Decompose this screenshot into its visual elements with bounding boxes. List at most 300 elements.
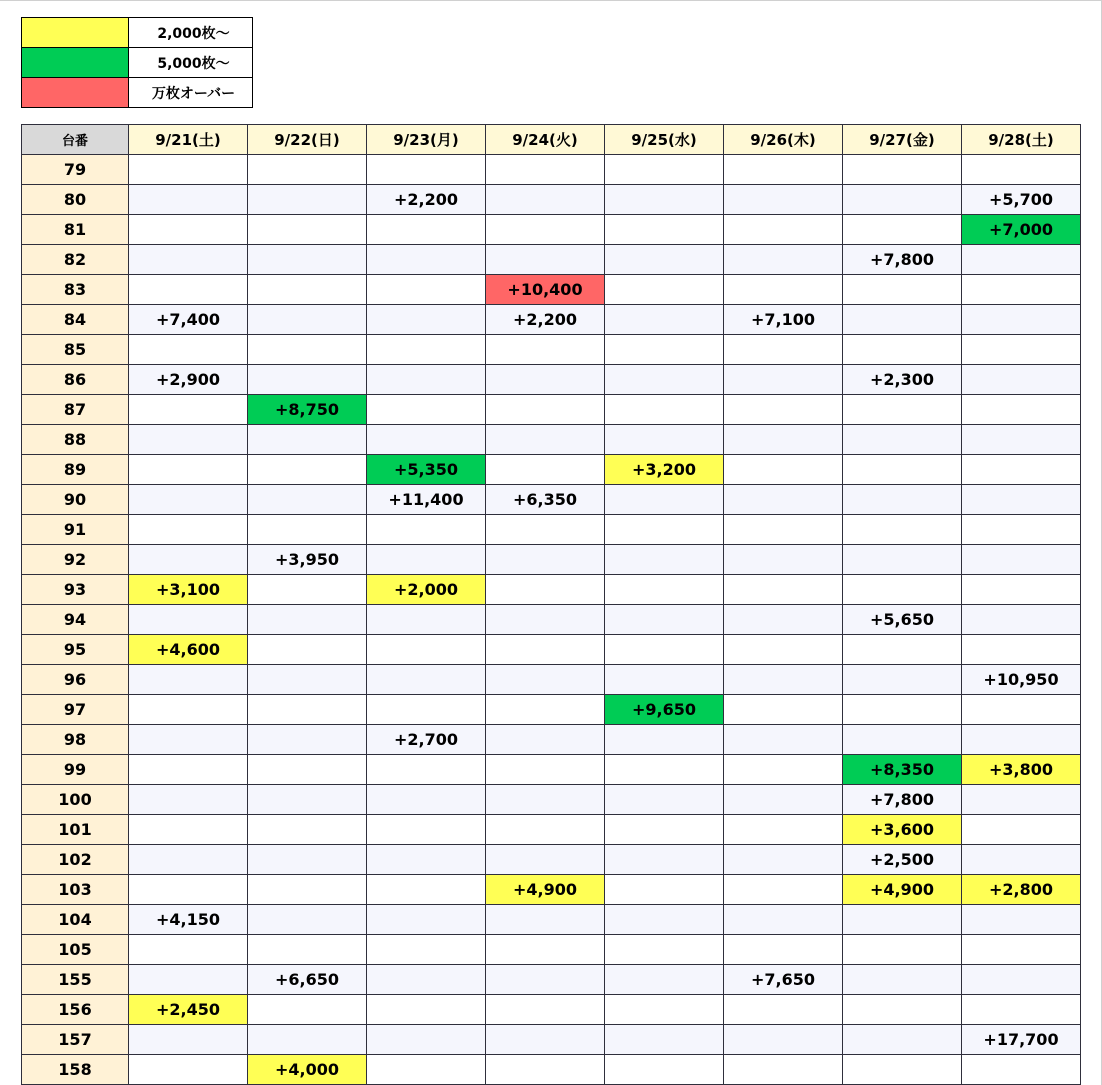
payout-cell[interactable] bbox=[129, 545, 248, 575]
legend-row bbox=[22, 78, 253, 108]
payout-cell[interactable]: +7,000 bbox=[962, 215, 1081, 245]
payout-cell[interactable] bbox=[486, 245, 605, 275]
table-row bbox=[22, 935, 1081, 965]
payout-cell[interactable] bbox=[486, 515, 605, 545]
payout-cell[interactable] bbox=[129, 275, 248, 305]
payout-cell[interactable]: +2,800 bbox=[962, 875, 1081, 905]
payout-cell[interactable] bbox=[248, 275, 367, 305]
machine-number: 86 bbox=[22, 365, 129, 395]
machine-number: 102 bbox=[22, 845, 129, 875]
payout-cell[interactable] bbox=[486, 1055, 605, 1085]
payout-cell[interactable]: +2,200 bbox=[486, 305, 605, 335]
payout-cell[interactable] bbox=[962, 815, 1081, 845]
payout-cell[interactable] bbox=[962, 845, 1081, 875]
legend-row bbox=[22, 18, 253, 48]
payout-cell[interactable] bbox=[724, 215, 843, 245]
payout-cell[interactable]: +5,650 bbox=[843, 605, 962, 635]
payout-cell[interactable] bbox=[367, 755, 486, 785]
payout-cell[interactable] bbox=[962, 725, 1081, 755]
table-row bbox=[22, 815, 1081, 845]
payout-cell[interactable] bbox=[486, 185, 605, 215]
payout-cell[interactable] bbox=[367, 425, 486, 455]
payout-cell[interactable] bbox=[724, 395, 843, 425]
payout-cell[interactable] bbox=[486, 785, 605, 815]
payout-cell[interactable] bbox=[962, 365, 1081, 395]
payout-cell[interactable]: +11,400 bbox=[367, 485, 486, 515]
payout-cell[interactable] bbox=[367, 935, 486, 965]
payout-cell[interactable] bbox=[843, 995, 962, 1025]
payout-cell[interactable] bbox=[129, 485, 248, 515]
date-header: 9/24(火) bbox=[486, 125, 605, 155]
date-header: 9/23(月) bbox=[367, 125, 486, 155]
payout-cell[interactable]: +2,700 bbox=[367, 725, 486, 755]
payout-cell[interactable] bbox=[129, 335, 248, 365]
payout-cell[interactable] bbox=[486, 965, 605, 995]
payout-cell[interactable] bbox=[367, 665, 486, 695]
date-header: 9/25(水) bbox=[605, 125, 724, 155]
payout-cell[interactable] bbox=[724, 515, 843, 545]
payout-cell[interactable] bbox=[129, 455, 248, 485]
payout-cell[interactable] bbox=[724, 485, 843, 515]
payout-cell[interactable] bbox=[248, 815, 367, 845]
payout-cell[interactable] bbox=[724, 365, 843, 395]
table-row bbox=[22, 485, 1081, 515]
table-row bbox=[22, 965, 1081, 995]
payout-cell[interactable] bbox=[962, 155, 1081, 185]
payout-cell[interactable] bbox=[367, 815, 486, 845]
payout-cell[interactable] bbox=[843, 965, 962, 995]
payout-cell[interactable] bbox=[129, 875, 248, 905]
payout-cell[interactable]: +2,500 bbox=[843, 845, 962, 875]
payout-cell[interactable] bbox=[248, 725, 367, 755]
payout-cell[interactable] bbox=[724, 635, 843, 665]
payout-cell[interactable] bbox=[605, 575, 724, 605]
payout-cell[interactable] bbox=[605, 815, 724, 845]
payout-cell[interactable] bbox=[129, 515, 248, 545]
machine-number: 81 bbox=[22, 215, 129, 245]
machine-number: 101 bbox=[22, 815, 129, 845]
payout-cell[interactable] bbox=[248, 935, 367, 965]
payout-cell[interactable] bbox=[486, 155, 605, 185]
payout-cell[interactable] bbox=[129, 215, 248, 245]
payout-cell[interactable] bbox=[486, 425, 605, 455]
payout-cell[interactable] bbox=[724, 575, 843, 605]
payout-cell[interactable]: +17,700 bbox=[962, 1025, 1081, 1055]
payout-cell[interactable] bbox=[843, 635, 962, 665]
payout-cell[interactable] bbox=[129, 245, 248, 275]
payout-cell[interactable] bbox=[724, 335, 843, 365]
payout-cell[interactable] bbox=[724, 275, 843, 305]
payout-cell[interactable]: +4,900 bbox=[486, 875, 605, 905]
payout-cell[interactable] bbox=[486, 665, 605, 695]
payout-cell[interactable]: +3,800 bbox=[962, 755, 1081, 785]
payout-cell[interactable] bbox=[724, 935, 843, 965]
payout-cell[interactable] bbox=[843, 215, 962, 245]
payout-cell[interactable] bbox=[129, 1025, 248, 1055]
payout-cell[interactable] bbox=[367, 515, 486, 545]
payout-cell[interactable] bbox=[248, 905, 367, 935]
payout-cell[interactable] bbox=[129, 155, 248, 185]
table-row bbox=[22, 185, 1081, 215]
payout-cell[interactable] bbox=[843, 1025, 962, 1055]
payout-cell[interactable] bbox=[605, 155, 724, 185]
payout-cell[interactable] bbox=[367, 365, 486, 395]
payout-cell[interactable] bbox=[843, 935, 962, 965]
payout-cell[interactable] bbox=[843, 335, 962, 365]
payout-cell[interactable] bbox=[724, 875, 843, 905]
table-row bbox=[22, 215, 1081, 245]
payout-cell[interactable] bbox=[129, 395, 248, 425]
payout-cell[interactable] bbox=[724, 185, 843, 215]
payout-cell[interactable] bbox=[962, 575, 1081, 605]
payout-cell[interactable] bbox=[367, 335, 486, 365]
payout-cell[interactable] bbox=[248, 875, 367, 905]
legend-label: 2,000枚～ bbox=[129, 18, 253, 48]
payout-cell[interactable] bbox=[724, 155, 843, 185]
payout-cell[interactable]: +2,450 bbox=[129, 995, 248, 1025]
machine-number: 88 bbox=[22, 425, 129, 455]
payout-cell[interactable] bbox=[962, 605, 1081, 635]
payout-cell[interactable] bbox=[248, 155, 367, 185]
payout-cell[interactable] bbox=[367, 305, 486, 335]
payout-cell[interactable] bbox=[843, 485, 962, 515]
payout-cell[interactable]: +4,600 bbox=[129, 635, 248, 665]
machine-number: 105 bbox=[22, 935, 129, 965]
table-row bbox=[22, 605, 1081, 635]
payout-cell[interactable] bbox=[248, 1025, 367, 1055]
payout-cell[interactable] bbox=[843, 185, 962, 215]
machine-number: 97 bbox=[22, 695, 129, 725]
date-header: 9/28(土) bbox=[962, 125, 1081, 155]
machine-number: 98 bbox=[22, 725, 129, 755]
payout-cell[interactable] bbox=[962, 335, 1081, 365]
payout-cell[interactable] bbox=[605, 425, 724, 455]
payout-cell[interactable]: +6,650 bbox=[248, 965, 367, 995]
payout-cell[interactable] bbox=[486, 335, 605, 365]
payout-cell[interactable] bbox=[843, 725, 962, 755]
payout-cell[interactable] bbox=[367, 155, 486, 185]
payout-cell[interactable]: +3,200 bbox=[605, 455, 724, 485]
payout-cell[interactable] bbox=[962, 275, 1081, 305]
payout-cell[interactable] bbox=[724, 545, 843, 575]
payout-cell[interactable] bbox=[843, 515, 962, 545]
table-row bbox=[22, 455, 1081, 485]
payout-cell[interactable] bbox=[724, 725, 843, 755]
payout-cell[interactable] bbox=[486, 845, 605, 875]
payout-cell[interactable] bbox=[129, 755, 248, 785]
machine-number: 99 bbox=[22, 755, 129, 785]
payout-cell[interactable]: +3,950 bbox=[248, 545, 367, 575]
payout-cell[interactable] bbox=[248, 695, 367, 725]
payout-cell[interactable]: +9,650 bbox=[605, 695, 724, 725]
payout-cell[interactable] bbox=[129, 725, 248, 755]
payout-cell[interactable] bbox=[129, 965, 248, 995]
payout-cell[interactable] bbox=[724, 245, 843, 275]
table-row bbox=[22, 155, 1081, 185]
payout-cell[interactable] bbox=[962, 545, 1081, 575]
payout-cell[interactable] bbox=[843, 425, 962, 455]
payout-cell[interactable] bbox=[605, 185, 724, 215]
payout-cell[interactable] bbox=[962, 245, 1081, 275]
payout-cell[interactable] bbox=[605, 215, 724, 245]
payout-cell[interactable] bbox=[486, 935, 605, 965]
table-row bbox=[22, 695, 1081, 725]
payout-cell[interactable] bbox=[248, 485, 367, 515]
payout-cell[interactable] bbox=[367, 635, 486, 665]
payout-cell[interactable] bbox=[605, 305, 724, 335]
payout-cell[interactable] bbox=[367, 1025, 486, 1055]
payout-cell[interactable] bbox=[248, 605, 367, 635]
payout-cell[interactable] bbox=[605, 1025, 724, 1055]
payout-cell[interactable] bbox=[724, 665, 843, 695]
payout-cell[interactable]: +3,100 bbox=[129, 575, 248, 605]
payout-cell[interactable] bbox=[486, 635, 605, 665]
payout-cell[interactable] bbox=[962, 1055, 1081, 1085]
payout-cell[interactable] bbox=[248, 335, 367, 365]
machine-number: 90 bbox=[22, 485, 129, 515]
payout-cell[interactable] bbox=[962, 965, 1081, 995]
payout-cell[interactable] bbox=[843, 395, 962, 425]
payout-cell[interactable] bbox=[962, 515, 1081, 545]
payout-cell[interactable] bbox=[248, 635, 367, 665]
payout-cell[interactable] bbox=[605, 365, 724, 395]
payout-cell[interactable] bbox=[248, 365, 367, 395]
payout-cell[interactable] bbox=[724, 1025, 843, 1055]
payout-cell[interactable]: +8,350 bbox=[843, 755, 962, 785]
payout-cell[interactable] bbox=[962, 905, 1081, 935]
payout-cell[interactable] bbox=[248, 455, 367, 485]
payout-cell[interactable] bbox=[724, 905, 843, 935]
payout-cell[interactable] bbox=[367, 215, 486, 245]
payout-cell[interactable] bbox=[605, 335, 724, 365]
table-row bbox=[22, 545, 1081, 575]
payout-cell[interactable] bbox=[843, 575, 962, 605]
payout-cell[interactable] bbox=[129, 935, 248, 965]
payout-cell[interactable] bbox=[605, 605, 724, 635]
table-row bbox=[22, 755, 1081, 785]
payout-cell[interactable] bbox=[962, 485, 1081, 515]
payout-cell[interactable]: +2,000 bbox=[367, 575, 486, 605]
payout-cell[interactable] bbox=[367, 245, 486, 275]
machine-number: 156 bbox=[22, 995, 129, 1025]
payout-cell[interactable]: +7,800 bbox=[843, 245, 962, 275]
payout-cell[interactable] bbox=[843, 155, 962, 185]
payout-cell[interactable] bbox=[367, 695, 486, 725]
payout-cell[interactable] bbox=[605, 665, 724, 695]
payout-cell[interactable] bbox=[129, 695, 248, 725]
payout-cell[interactable] bbox=[724, 425, 843, 455]
table-row bbox=[22, 875, 1081, 905]
payout-cell[interactable] bbox=[367, 995, 486, 1025]
payout-cell[interactable] bbox=[843, 665, 962, 695]
payout-cell[interactable]: +10,950 bbox=[962, 665, 1081, 695]
payout-cell[interactable] bbox=[605, 275, 724, 305]
payout-cell[interactable] bbox=[605, 545, 724, 575]
payout-cell[interactable] bbox=[248, 215, 367, 245]
machine-number-header: 台番 bbox=[22, 125, 129, 155]
payout-cell[interactable] bbox=[486, 1025, 605, 1055]
payout-cell[interactable] bbox=[605, 875, 724, 905]
payout-cell[interactable] bbox=[962, 635, 1081, 665]
payout-cell[interactable] bbox=[486, 905, 605, 935]
payout-cell[interactable] bbox=[248, 185, 367, 215]
payout-cell[interactable] bbox=[962, 455, 1081, 485]
payout-cell[interactable] bbox=[486, 695, 605, 725]
payout-cell[interactable] bbox=[843, 275, 962, 305]
payout-cell[interactable] bbox=[248, 995, 367, 1025]
payout-cell[interactable] bbox=[605, 245, 724, 275]
payout-cell[interactable] bbox=[486, 575, 605, 605]
payout-cell[interactable] bbox=[843, 305, 962, 335]
payout-cell[interactable] bbox=[129, 845, 248, 875]
payout-cell[interactable] bbox=[486, 455, 605, 485]
payout-cell[interactable]: +2,300 bbox=[843, 365, 962, 395]
legend-row bbox=[22, 48, 253, 78]
payout-cell[interactable] bbox=[605, 845, 724, 875]
payout-cell[interactable] bbox=[129, 665, 248, 695]
payout-cell[interactable] bbox=[129, 425, 248, 455]
payout-cell[interactable] bbox=[724, 1055, 843, 1085]
machine-number: 91 bbox=[22, 515, 129, 545]
payout-cell[interactable]: +3,600 bbox=[843, 815, 962, 845]
payout-cell[interactable]: +4,150 bbox=[129, 905, 248, 935]
payout-cell[interactable] bbox=[129, 815, 248, 845]
date-header: 9/27(金) bbox=[843, 125, 962, 155]
machine-number: 157 bbox=[22, 1025, 129, 1055]
legend-swatch bbox=[22, 18, 129, 48]
payout-cell[interactable] bbox=[248, 755, 367, 785]
payout-cell[interactable] bbox=[724, 995, 843, 1025]
table-row bbox=[22, 425, 1081, 455]
payout-cell[interactable] bbox=[248, 785, 367, 815]
payout-cell[interactable] bbox=[367, 395, 486, 425]
payout-cell[interactable] bbox=[605, 1055, 724, 1085]
payout-cell[interactable] bbox=[486, 605, 605, 635]
payout-cell[interactable] bbox=[248, 575, 367, 605]
payout-cell[interactable] bbox=[486, 395, 605, 425]
payout-cell[interactable] bbox=[605, 905, 724, 935]
payout-cell[interactable] bbox=[843, 545, 962, 575]
payout-cell[interactable]: +7,800 bbox=[843, 785, 962, 815]
payout-cell[interactable]: +2,900 bbox=[129, 365, 248, 395]
payout-cell[interactable] bbox=[486, 215, 605, 245]
payout-cell[interactable] bbox=[605, 755, 724, 785]
payout-cell[interactable] bbox=[605, 935, 724, 965]
payout-cell[interactable] bbox=[962, 395, 1081, 425]
table-row bbox=[22, 905, 1081, 935]
payout-cell[interactable] bbox=[486, 755, 605, 785]
payout-cell[interactable]: +7,650 bbox=[724, 965, 843, 995]
payout-cell[interactable] bbox=[486, 545, 605, 575]
payout-cell[interactable] bbox=[724, 605, 843, 635]
table-row bbox=[22, 665, 1081, 695]
payout-cell[interactable]: +2,200 bbox=[367, 185, 486, 215]
payout-cell[interactable] bbox=[724, 785, 843, 815]
payout-cell[interactable] bbox=[605, 635, 724, 665]
payout-cell[interactable]: +10,400 bbox=[486, 275, 605, 305]
payout-cell[interactable] bbox=[367, 605, 486, 635]
payout-cell[interactable] bbox=[129, 185, 248, 215]
payout-cell[interactable] bbox=[843, 695, 962, 725]
payout-cell[interactable] bbox=[367, 1055, 486, 1085]
payout-cell[interactable] bbox=[724, 755, 843, 785]
payout-cell[interactable] bbox=[724, 695, 843, 725]
table-row bbox=[22, 635, 1081, 665]
payout-cell[interactable] bbox=[605, 995, 724, 1025]
payout-cell[interactable] bbox=[724, 845, 843, 875]
payout-cell[interactable]: +7,400 bbox=[129, 305, 248, 335]
table-row bbox=[22, 1055, 1081, 1085]
payout-cell[interactable] bbox=[605, 785, 724, 815]
payout-cell[interactable] bbox=[962, 695, 1081, 725]
payout-cell[interactable] bbox=[605, 395, 724, 425]
payout-cell[interactable] bbox=[248, 245, 367, 275]
payout-cell[interactable] bbox=[605, 515, 724, 545]
payout-cell[interactable] bbox=[962, 305, 1081, 335]
payout-cell[interactable] bbox=[367, 275, 486, 305]
payout-cell[interactable] bbox=[843, 905, 962, 935]
payout-cell[interactable] bbox=[367, 845, 486, 875]
machine-number: 82 bbox=[22, 245, 129, 275]
payout-cell[interactable]: +4,900 bbox=[843, 875, 962, 905]
machine-number: 158 bbox=[22, 1055, 129, 1085]
machine-number: 85 bbox=[22, 335, 129, 365]
payout-cell[interactable] bbox=[962, 995, 1081, 1025]
payout-cell[interactable] bbox=[962, 785, 1081, 815]
payout-cell[interactable] bbox=[962, 935, 1081, 965]
payout-cell[interactable] bbox=[367, 875, 486, 905]
payout-cell[interactable] bbox=[843, 455, 962, 485]
payout-cell[interactable] bbox=[843, 1055, 962, 1085]
payout-cell[interactable] bbox=[724, 455, 843, 485]
machine-number: 94 bbox=[22, 605, 129, 635]
payout-cell[interactable] bbox=[724, 815, 843, 845]
payout-cell[interactable] bbox=[248, 665, 367, 695]
payout-cell[interactable] bbox=[962, 425, 1081, 455]
payout-cell[interactable] bbox=[129, 785, 248, 815]
payout-cell[interactable] bbox=[486, 995, 605, 1025]
payout-cell[interactable] bbox=[367, 785, 486, 815]
payout-cell[interactable]: +4,000 bbox=[248, 1055, 367, 1085]
payout-cell[interactable] bbox=[486, 365, 605, 395]
payout-cell[interactable] bbox=[486, 815, 605, 845]
payout-cell[interactable]: +7,100 bbox=[724, 305, 843, 335]
payout-cell[interactable] bbox=[248, 425, 367, 455]
payout-cell[interactable]: +8,750 bbox=[248, 395, 367, 425]
payout-cell[interactable] bbox=[248, 305, 367, 335]
payout-cell[interactable] bbox=[605, 725, 724, 755]
payout-cell[interactable] bbox=[605, 965, 724, 995]
table-row bbox=[22, 1025, 1081, 1055]
payout-cell[interactable] bbox=[605, 485, 724, 515]
payout-cell[interactable] bbox=[486, 725, 605, 755]
payout-cell[interactable]: +5,700 bbox=[962, 185, 1081, 215]
payout-cell[interactable] bbox=[367, 905, 486, 935]
payout-cell[interactable]: +6,350 bbox=[486, 485, 605, 515]
date-header: 9/26(木) bbox=[724, 125, 843, 155]
payout-cell[interactable] bbox=[248, 845, 367, 875]
payout-cell[interactable] bbox=[248, 515, 367, 545]
machine-number: 95 bbox=[22, 635, 129, 665]
payout-cell[interactable] bbox=[129, 1055, 248, 1085]
payout-cell[interactable] bbox=[129, 605, 248, 635]
payout-cell[interactable] bbox=[367, 965, 486, 995]
payout-cell[interactable] bbox=[367, 545, 486, 575]
legend-label: 5,000枚～ bbox=[129, 48, 253, 78]
payout-cell[interactable]: +5,350 bbox=[367, 455, 486, 485]
machine-number: 87 bbox=[22, 395, 129, 425]
top-border bbox=[0, 0, 1102, 1]
